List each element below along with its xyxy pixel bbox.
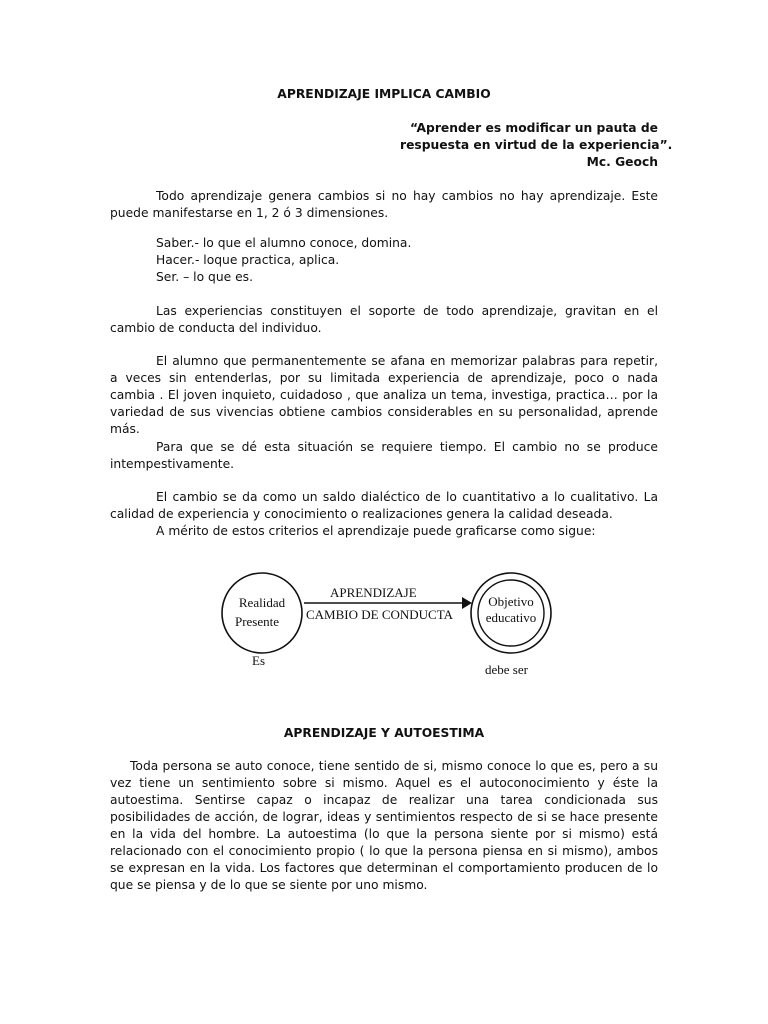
paragraph-7: Toda persona se auto conoce, tiene sentido de si, mismo conoce lo que es, pero a su vez tiene un sentimiento sobre si mismo. Aquel es el autoconocimiento y éste la autoestima. Sentirse capaz o incapaz de realizar una tarea condicionada sus posibilidades de acción, de lograr, ideas y sentimientos respecto de si se hace presente en la vida del hombre. La autoestima (lo que la persona siente por si mismo) está relacionado con el conocimiento propio ( lo que la persona piensa en si mismo), ambos se expresan en la vida. Los factores que determinan el comportamiento producen de lo que se piensa y de lo que se siente por uno mismo.: [110, 759, 658, 892]
arrow-bottom-label: CAMBIO DE CONDUCTA: [306, 607, 454, 622]
section-title-autoestima: APRENDIZAJE Y AUTOESTIMA: [283, 726, 485, 740]
left-circle-label-1: Realidad: [238, 595, 286, 610]
right-caption: debe ser: [485, 662, 528, 677]
paragraph-5: El cambio se da como un saldo dialéctico de lo cuantitativo a lo cualitativo. La calidad de experiencia y conocimiento o realizaciones genera la calidad deseada.: [110, 490, 658, 521]
paragraph-4: Para que se dé esta situación se requiere tiempo. El cambio no se produce intempestivamente.: [110, 440, 658, 471]
quote-author: Mc. Geoch: [586, 155, 658, 169]
dimension-ser: Ser. – lo que es.: [156, 270, 253, 284]
paragraph-2: Las experiencias constituyen el soporte de todo aprendizaje, gravitan en el cambio de conducta del individuo.: [110, 304, 658, 335]
quote-line-2: respuesta en virtud de la experiencia”.: [400, 138, 673, 152]
arrow-top-label: APRENDIZAJE: [330, 585, 417, 600]
section-title-cambio: APRENDIZAJE IMPLICA CAMBIO: [277, 87, 491, 101]
paragraph-1: Todo aprendizaje genera cambios si no hay cambios no hay aprendizaje. Este puede manifestarse en 1, 2 ó 3 dimensiones.: [110, 189, 658, 220]
right-circle-label-1: Objetivo: [488, 594, 534, 609]
paragraph-6: A mérito de estos criterios el aprendizaje puede graficarse como sigue:: [156, 524, 596, 538]
dimension-saber: Saber.- lo que el alumno conoce, domina.: [156, 236, 412, 250]
right-circle-label-2: educativo: [485, 610, 537, 625]
left-circle-label-2: Presente: [234, 614, 280, 629]
quote-line-1: “Aprender es modificar un pauta de: [410, 121, 658, 135]
left-caption: Es: [252, 653, 265, 668]
dimension-hacer: Hacer.- loque practica, aplica.: [156, 253, 340, 267]
paragraph-3: El alumno que permanentemente se afana en memorizar palabras para repetir, a veces sin entenderlas, por su limitada experiencia de aprendizaje, poco o nada cambia . El joven inquieto, cuidadoso , que analiza un tema, investiga, practica… por la variedad de sus vivencias obtiene cambios considerables en su personalidad, aprende más.: [110, 354, 658, 436]
